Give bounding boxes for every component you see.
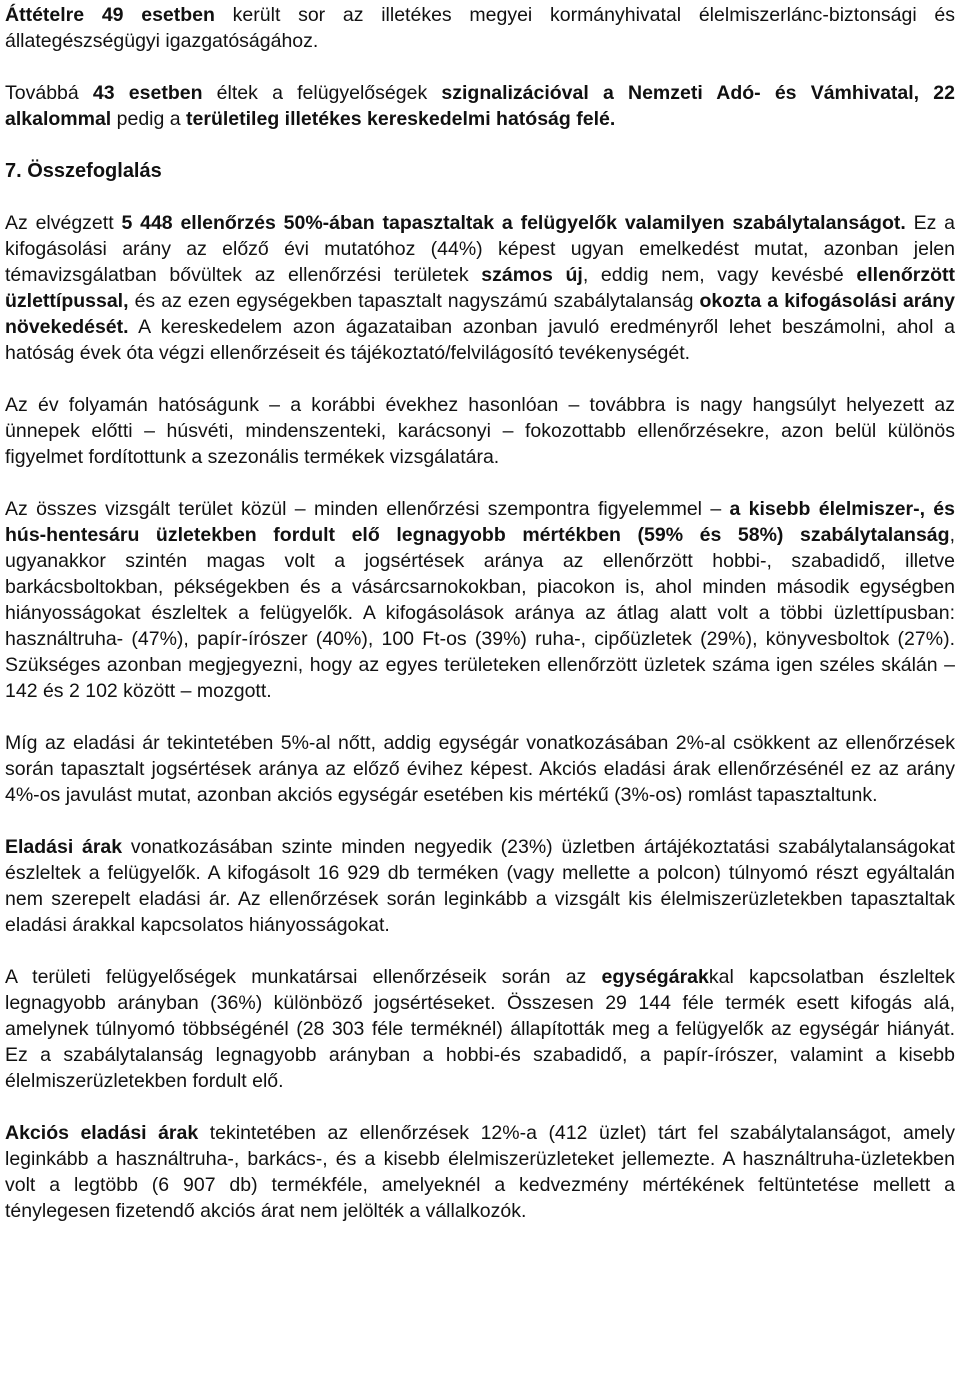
text-run: kal kapcsolatban észleltek legnagyobb arányban (36%) különböző jogsértéseket. Összesen 29 144 féle termék esett kifogás alá, amelynek túlnyomó többségénél (28 303 féle terméknél) állapították meg a felügyelők az egységár hiányát. Ez a szabálytalanság legnagyobb arányban a hobbi-és szabadidő, a papír-írószer, valamint a kisebb élelmiszerüzletekben fordult elő. [5, 966, 955, 1092]
text-run: pedig a [111, 108, 187, 130]
paragraph-holidays [5, 392, 955, 470]
text-run: A kereskedelem azon ágazataiban azonban javuló eredményről lehet beszámolni, ahol a hatóság évek óta végzi ellenőrzéseit és tájékoztató/felvilágosító tevékenységét. [5, 316, 955, 364]
text-run: Ez a kifogásolási arány az előző évi mutatóhoz (44%) képest ugyan emelkedést mutat, azonban jelen témavizsgálatban bővültek az ellenőrzési területek [5, 212, 956, 286]
text-run [919, 82, 933, 104]
paragraph-price-trends [5, 730, 955, 808]
text-run: Továbbá [5, 82, 93, 104]
bold-text: számos új [481, 264, 583, 286]
text-run: és az ezen egységekben tapasztalt nagyszámú szabálytalanság [128, 290, 700, 312]
text-run: éltek a felügyelőségek [202, 82, 442, 104]
text-run: Az év folyamán hatóságunk – a korábbi évekhez hasonlóan – továbbra is nagy hangsúlyt helyezett az ünnepek előtti – húsvéti, mindenszenteki, karácsonyi – fokozottabb ellenőrzésekre, azon belül különös figyelmet fordítottunk a szezonális termékek vizsgálatára. [5, 394, 955, 468]
text-run: tekintetében az ellenőrzések 12%-a (412 üzlet) tárt fel szabálytalanságot, amely leginkább a használtruha-, barkács-, és a kisebb élelmiszerüzleteket jellemezte. A használtruha-üzletekben volt a legtöbb (6 907 db) termékféle, amelyeknél a kedvezmény mértékének feltüntetése mellett a ténylegesen fizetendő akciós árat nem jelölték a vállalkozók. [5, 1122, 955, 1222]
paragraph-signalling [5, 80, 955, 132]
paragraph-sale-prices [5, 1120, 955, 1224]
text-run: Míg az eladási ár tekintetében 5%-al nőtt, addig egységár vonatkozásában 2%-al csökkent az ellenőrzések során tapasztalt jogsértések aránya az előző évihez képest. Akciós eladási árak ellenőrzésénél ez az arány 4%-os javulást mutat, azonban akciós egységár esetében kis mértékű (3%-os) romlást tapasztaltunk. [5, 732, 955, 806]
text-run: , ugyanakkor szintén magas volt a jogsértések aránya az ellenőrzött hobbi-, szabadidő, illetve barkácsboltokban, pékségekben és a vásárcsarnokokban, piacokon is, ahol minden második egységben hiányosságokat észleltek a felügyelők. A kifogásolások aránya az átlag alatt volt a többi üzlettípusban: használtruha- (47%), papír-írószer (40%), 100 Ft-os (39%) ruha-, cipőüzletek (29%), könyvesboltok (27%). Szükséges azonban megjegyezni, hogy az egyes területeken ellenőrzött üzletek száma igen széles skálán – 142 és 2 102 között – mozgott. [5, 524, 955, 702]
bold-text: szignalizációval a Nemzeti Adó- és Vámhivatal, [441, 82, 920, 104]
bold-text: 43 esetben [92, 82, 203, 104]
paragraph-unit-prices [5, 964, 955, 1094]
bold-text: Eladási árak [5, 836, 123, 858]
section-heading: 7. Összefoglalás [5, 160, 162, 182]
bold-text: 22 alkalommal [5, 82, 955, 130]
paragraph-summary [5, 210, 955, 366]
bold-text: Akciós eladási árak [5, 1122, 199, 1144]
bold-text: a kisebb élelmiszer-, és hús-hentesáru üzletekben fordult elő legnagyobb mértékben (59% és 58%) szabálytalanság [5, 498, 955, 546]
bold-text: okozta a kifogásolási arány növekedését. [5, 290, 955, 338]
text-run: Az elvégzett [5, 212, 122, 234]
text-run: , eddig nem, vagy kevésbé [582, 264, 857, 286]
text-run: Az összes vizsgált terület közül – minden ellenőrzési szempontra figyelemmel – [5, 498, 730, 520]
text-run: A területi felügyelőségek munkatársai ellenőrzéseik során az [5, 966, 602, 988]
document-page [5, 2, 955, 1224]
paragraph-selling-prices [5, 834, 955, 938]
bold-text: Áttételre 49 esetben [5, 4, 215, 26]
text-run: került sor az illetékes megyei kormányhivatal élelmiszerlánc-biztonsági és állategészségügyi igazgatóságához. [5, 4, 955, 52]
text-run: vonatkozásában szinte minden negyedik (23%) üzletben ártájékoztatási szabálytalanságokat észleltek a felügyelők. A kifogásolt 16 929 db terméken (vagy mellette a polcon) túlnyomó részt egyáltalán nem szerepelt eladási ár. Az ellenőrzések során leginkább a vizsgált kis élelmiszerüzletekben tapasztaltak eladási árakkal kapcsolatos hiányosságokat. [5, 836, 955, 936]
bold-text: egységárak [601, 966, 709, 988]
bold-text: 5 448 ellenőrzés 50%-ában tapasztaltak a felügyelők valamilyen szabálytalanságot. [121, 212, 906, 234]
bold-text: ellenőrzött üzlettípussal, [5, 264, 955, 312]
bold-text: területileg illetékes kereskedelmi hatóság felé. [186, 108, 616, 130]
paragraph-referral [5, 2, 955, 54]
paragraph-store-types [5, 496, 955, 704]
